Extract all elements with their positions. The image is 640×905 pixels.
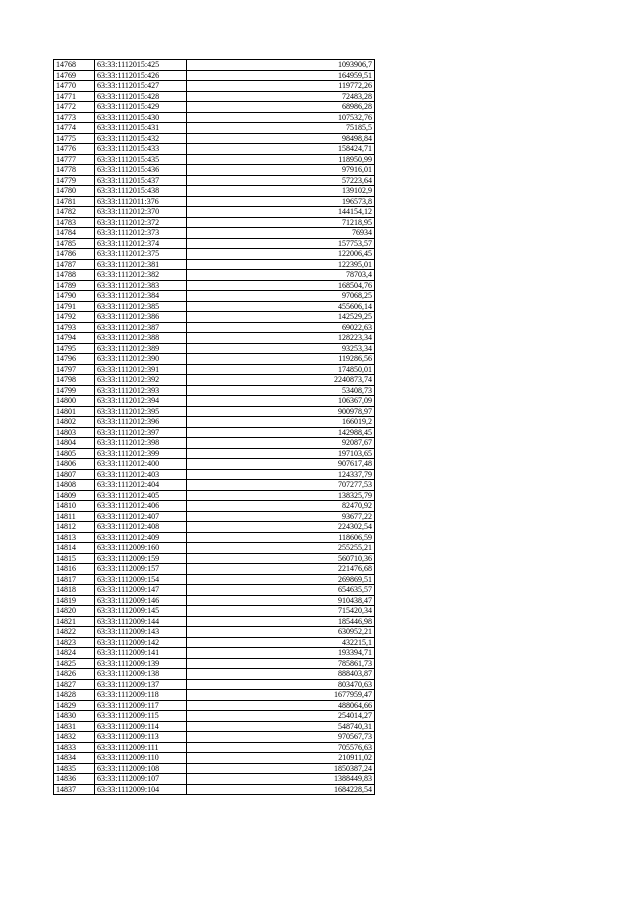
table-row <box>54 123 375 134</box>
table-row <box>54 312 375 323</box>
row-number-cell: 14776 <box>54 144 95 155</box>
cadastral-number-cell: 63:33:1112012:384 <box>95 291 187 302</box>
value-cell: 122006,45 <box>187 249 375 260</box>
table-row <box>54 742 375 753</box>
value-cell: 715420,34 <box>187 606 375 617</box>
table-row <box>54 595 375 606</box>
table-row <box>54 217 375 228</box>
cadastral-number-cell: 63:33:1112012:407 <box>95 511 187 522</box>
row-number-cell: 14828 <box>54 690 95 701</box>
cadastral-number-cell: 63:33:1112009:115 <box>95 711 187 722</box>
row-number-cell: 14782 <box>54 207 95 218</box>
row-number-cell: 14818 <box>54 585 95 596</box>
table-row <box>54 700 375 711</box>
table-row <box>54 301 375 312</box>
row-number-cell: 14809 <box>54 490 95 501</box>
cadastral-number-cell: 63:33:1112015:426 <box>95 70 187 81</box>
value-cell: 705576,63 <box>187 742 375 753</box>
table-row <box>54 343 375 354</box>
table-row <box>54 732 375 743</box>
cadastral-number-cell: 63:33:1112015:438 <box>95 186 187 197</box>
value-cell: 548740,31 <box>187 721 375 732</box>
cadastral-number-cell: 63:33:1112009:137 <box>95 679 187 690</box>
cadastral-number-cell: 63:33:1112012:409 <box>95 532 187 543</box>
row-number-cell: 14789 <box>54 280 95 291</box>
row-number-cell: 14807 <box>54 469 95 480</box>
value-cell: 197103,65 <box>187 448 375 459</box>
row-number-cell: 14797 <box>54 364 95 375</box>
cadastral-number-cell: 63:33:1112009:146 <box>95 595 187 606</box>
row-number-cell: 14837 <box>54 784 95 795</box>
row-number-cell: 14810 <box>54 501 95 512</box>
cadastral-number-cell: 63:33:1112012:396 <box>95 417 187 428</box>
cadastral-number-cell: 63:33:1112011:376 <box>95 196 187 207</box>
row-number-cell: 14815 <box>54 553 95 564</box>
value-cell: 93253,34 <box>187 343 375 354</box>
cadastral-number-cell: 63:33:1112012:389 <box>95 343 187 354</box>
row-number-cell: 14826 <box>54 669 95 680</box>
row-number-cell: 14783 <box>54 217 95 228</box>
cadastral-number-cell: 63:33:1112012:391 <box>95 364 187 375</box>
row-number-cell: 14823 <box>54 637 95 648</box>
value-cell: 193394,71 <box>187 648 375 659</box>
row-number-cell: 14820 <box>54 606 95 617</box>
table-row <box>54 427 375 438</box>
table-row <box>54 165 375 176</box>
value-cell: 970567,73 <box>187 732 375 743</box>
row-number-cell: 14772 <box>54 102 95 113</box>
cadastral-number-cell: 63:33:1112009:118 <box>95 690 187 701</box>
table-row <box>54 606 375 617</box>
value-cell: 144154,12 <box>187 207 375 218</box>
cadastral-number-cell: 63:33:1112015:425 <box>95 60 187 71</box>
cadastral-number-cell: 63:33:1112012:382 <box>95 270 187 281</box>
row-number-cell: 14836 <box>54 774 95 785</box>
cadastral-number-cell: 63:33:1112015:436 <box>95 165 187 176</box>
value-cell: 1684228,54 <box>187 784 375 795</box>
cadastral-number-cell: 63:33:1112009:144 <box>95 616 187 627</box>
table-row <box>54 690 375 701</box>
cadastral-number-cell: 63:33:1112015:435 <box>95 154 187 165</box>
value-cell: 221476,68 <box>187 564 375 575</box>
table-row <box>54 291 375 302</box>
value-cell: 53408,73 <box>187 385 375 396</box>
table-row <box>54 553 375 564</box>
row-number-cell: 14774 <box>54 123 95 134</box>
value-cell: 166019,2 <box>187 417 375 428</box>
table-row <box>54 133 375 144</box>
value-cell: 106367,09 <box>187 396 375 407</box>
cadastral-number-cell: 63:33:1112009:108 <box>95 763 187 774</box>
table-row <box>54 102 375 113</box>
cadastral-number-cell: 63:33:1112012:381 <box>95 259 187 270</box>
value-cell: 1677959,47 <box>187 690 375 701</box>
value-cell: 107532,76 <box>187 112 375 123</box>
cadastral-number-cell: 63:33:1112012:394 <box>95 396 187 407</box>
cadastral-number-cell: 63:33:1112012:370 <box>95 207 187 218</box>
table-row <box>54 207 375 218</box>
cadastral-number-cell: 63:33:1112012:403 <box>95 469 187 480</box>
value-cell: 78703,4 <box>187 270 375 281</box>
table-row <box>54 70 375 81</box>
value-cell: 119772,26 <box>187 81 375 92</box>
row-number-cell: 14803 <box>54 427 95 438</box>
row-number-cell: 14829 <box>54 700 95 711</box>
row-number-cell: 14806 <box>54 459 95 470</box>
row-number-cell: 14792 <box>54 312 95 323</box>
row-number-cell: 14787 <box>54 259 95 270</box>
row-number-cell: 14790 <box>54 291 95 302</box>
row-number-cell: 14785 <box>54 238 95 249</box>
cadastral-number-cell: 63:33:1112012:399 <box>95 448 187 459</box>
table-row <box>54 259 375 270</box>
row-number-cell: 14830 <box>54 711 95 722</box>
value-cell: 269869,51 <box>187 574 375 585</box>
value-cell: 138325,79 <box>187 490 375 501</box>
cadastral-number-cell: 63:33:1112015:428 <box>95 91 187 102</box>
cadastral-number-cell: 63:33:1112012:395 <box>95 406 187 417</box>
cadastral-number-cell: 63:33:1112012:400 <box>95 459 187 470</box>
table-row <box>54 112 375 123</box>
cadastral-number-cell: 63:33:1112009:104 <box>95 784 187 795</box>
table-row <box>54 679 375 690</box>
value-cell: 118606,59 <box>187 532 375 543</box>
cadastral-number-cell: 63:33:1112009:110 <box>95 753 187 764</box>
row-number-cell: 14824 <box>54 648 95 659</box>
row-number-cell: 14833 <box>54 742 95 753</box>
cadastral-number-cell: 63:33:1112015:427 <box>95 81 187 92</box>
table-row <box>54 81 375 92</box>
value-cell: 2240873,74 <box>187 375 375 386</box>
table-row <box>54 774 375 785</box>
cadastral-number-cell: 63:33:1112012:404 <box>95 480 187 491</box>
value-cell: 1388449,83 <box>187 774 375 785</box>
value-cell: 75185,5 <box>187 123 375 134</box>
cadastral-number-cell: 63:33:1112009:147 <box>95 585 187 596</box>
cadastral-number-cell: 63:33:1112015:437 <box>95 175 187 186</box>
value-cell: 785861,73 <box>187 658 375 669</box>
value-cell: 196573,8 <box>187 196 375 207</box>
value-cell: 72483,28 <box>187 91 375 102</box>
value-cell: 98498,84 <box>187 133 375 144</box>
row-number-cell: 14834 <box>54 753 95 764</box>
table-row <box>54 637 375 648</box>
table-row <box>54 144 375 155</box>
row-number-cell: 14811 <box>54 511 95 522</box>
row-number-cell: 14808 <box>54 480 95 491</box>
table-row <box>54 448 375 459</box>
cadastral-number-cell: 63:33:1112012:375 <box>95 249 187 260</box>
row-number-cell: 14801 <box>54 406 95 417</box>
table-row <box>54 564 375 575</box>
row-number-cell: 14799 <box>54 385 95 396</box>
cadastral-number-cell: 63:33:1112012:397 <box>95 427 187 438</box>
table-row <box>54 616 375 627</box>
row-number-cell: 14795 <box>54 343 95 354</box>
row-number-cell: 14769 <box>54 70 95 81</box>
row-number-cell: 14827 <box>54 679 95 690</box>
table-row <box>54 186 375 197</box>
value-cell: 455606,14 <box>187 301 375 312</box>
value-cell: 76934 <box>187 228 375 239</box>
cadastral-number-cell: 63:33:1112012:374 <box>95 238 187 249</box>
value-cell: 128223,34 <box>187 333 375 344</box>
value-cell: 82470,92 <box>187 501 375 512</box>
cadastral-number-cell: 63:33:1112015:431 <box>95 123 187 134</box>
cadastral-number-cell: 63:33:1112009:117 <box>95 700 187 711</box>
row-number-cell: 14821 <box>54 616 95 627</box>
cadastral-number-cell: 63:33:1112009:113 <box>95 732 187 743</box>
table-row <box>54 459 375 470</box>
table-row <box>54 322 375 333</box>
value-cell: 803470,63 <box>187 679 375 690</box>
table-row <box>54 385 375 396</box>
table-row <box>54 753 375 764</box>
value-cell: 142529,25 <box>187 312 375 323</box>
cadastral-number-cell: 63:33:1112012:393 <box>95 385 187 396</box>
value-cell: 157753,57 <box>187 238 375 249</box>
row-number-cell: 14800 <box>54 396 95 407</box>
table-row <box>54 543 375 554</box>
row-number-cell: 14813 <box>54 532 95 543</box>
row-number-cell: 14770 <box>54 81 95 92</box>
row-number-cell: 14819 <box>54 595 95 606</box>
cadastral-number-cell: 63:33:1112012:388 <box>95 333 187 344</box>
row-number-cell: 14802 <box>54 417 95 428</box>
document-sheet <box>53 59 375 795</box>
value-cell: 1850387,24 <box>187 763 375 774</box>
row-number-cell: 14791 <box>54 301 95 312</box>
cadastral-number-cell: 63:33:1112012:398 <box>95 438 187 449</box>
cadastral-number-cell: 63:33:1112012:390 <box>95 354 187 365</box>
value-cell: 630952,21 <box>187 627 375 638</box>
value-cell: 560710,36 <box>187 553 375 564</box>
table-row <box>54 784 375 795</box>
value-cell: 118950,99 <box>187 154 375 165</box>
row-number-cell: 14784 <box>54 228 95 239</box>
row-number-cell: 14805 <box>54 448 95 459</box>
table-row <box>54 469 375 480</box>
table-row <box>54 280 375 291</box>
cadastral-number-cell: 63:33:1112009:141 <box>95 648 187 659</box>
row-number-cell: 14832 <box>54 732 95 743</box>
cadastral-number-cell: 63:33:1112012:405 <box>95 490 187 501</box>
table-row <box>54 175 375 186</box>
value-cell: 432215,1 <box>187 637 375 648</box>
table-row <box>54 658 375 669</box>
row-number-cell: 14778 <box>54 165 95 176</box>
cadastral-number-cell: 63:33:1112012:408 <box>95 522 187 533</box>
row-number-cell: 14804 <box>54 438 95 449</box>
table-row <box>54 711 375 722</box>
cadastral-number-cell: 63:33:1112009:111 <box>95 742 187 753</box>
cadastral-number-cell: 63:33:1112012:386 <box>95 312 187 323</box>
cadastral-number-cell: 63:33:1112009:139 <box>95 658 187 669</box>
table-row <box>54 91 375 102</box>
value-cell: 185446,98 <box>187 616 375 627</box>
cadastral-number-cell: 63:33:1112012:385 <box>95 301 187 312</box>
table-row <box>54 669 375 680</box>
table-row <box>54 270 375 281</box>
row-number-cell: 14775 <box>54 133 95 144</box>
cadastral-number-cell: 63:33:1112009:154 <box>95 574 187 585</box>
value-cell: 57223,64 <box>187 175 375 186</box>
row-number-cell: 14786 <box>54 249 95 260</box>
row-number-cell: 14780 <box>54 186 95 197</box>
cadastral-number-cell: 63:33:1112009:138 <box>95 669 187 680</box>
cadastral-number-cell: 63:33:1112009:145 <box>95 606 187 617</box>
table-row <box>54 228 375 239</box>
cadastral-number-cell: 63:33:1112012:373 <box>95 228 187 239</box>
table-row <box>54 196 375 207</box>
table-row <box>54 406 375 417</box>
value-cell: 164959,51 <box>187 70 375 81</box>
table-row <box>54 375 375 386</box>
row-number-cell: 14777 <box>54 154 95 165</box>
value-cell: 122395,01 <box>187 259 375 270</box>
table-row <box>54 480 375 491</box>
table-row <box>54 627 375 638</box>
table-row <box>54 154 375 165</box>
row-number-cell: 14825 <box>54 658 95 669</box>
cadastral-number-cell: 63:33:1112009:143 <box>95 627 187 638</box>
table-row <box>54 511 375 522</box>
value-cell: 910438,47 <box>187 595 375 606</box>
value-cell: 119286,56 <box>187 354 375 365</box>
row-number-cell: 14794 <box>54 333 95 344</box>
cadastral-number-cell: 63:33:1112009:142 <box>95 637 187 648</box>
row-number-cell: 14822 <box>54 627 95 638</box>
table-row <box>54 364 375 375</box>
table-row <box>54 438 375 449</box>
value-cell: 68986,28 <box>187 102 375 113</box>
row-number-cell: 14798 <box>54 375 95 386</box>
value-cell: 707277,53 <box>187 480 375 491</box>
table-row <box>54 60 375 71</box>
cadastral-number-cell: 63:33:1112015:432 <box>95 133 187 144</box>
table-row <box>54 574 375 585</box>
value-cell: 92087,67 <box>187 438 375 449</box>
value-cell: 254014,27 <box>187 711 375 722</box>
cadastral-number-cell: 63:33:1112009:159 <box>95 553 187 564</box>
table-body <box>54 60 375 795</box>
table-row <box>54 238 375 249</box>
value-cell: 142988,45 <box>187 427 375 438</box>
table-row <box>54 721 375 732</box>
cadastral-number-cell: 63:33:1112012:387 <box>95 322 187 333</box>
value-cell: 174850,01 <box>187 364 375 375</box>
value-cell: 210911,02 <box>187 753 375 764</box>
row-number-cell: 14773 <box>54 112 95 123</box>
table-row <box>54 501 375 512</box>
value-cell: 907617,48 <box>187 459 375 470</box>
cadastral-number-cell: 63:33:1112009:160 <box>95 543 187 554</box>
cadastral-number-cell: 63:33:1112015:430 <box>95 112 187 123</box>
table-row <box>54 249 375 260</box>
cadastral-number-cell: 63:33:1112015:433 <box>95 144 187 155</box>
cadastral-number-cell: 63:33:1112009:157 <box>95 564 187 575</box>
table-row <box>54 763 375 774</box>
cadastral-number-cell: 63:33:1112009:114 <box>95 721 187 732</box>
value-cell: 69022,63 <box>187 322 375 333</box>
row-number-cell: 14779 <box>54 175 95 186</box>
row-number-cell: 14771 <box>54 91 95 102</box>
cadastral-number-cell: 63:33:1112012:406 <box>95 501 187 512</box>
cadastral-number-cell: 63:33:1112009:107 <box>95 774 187 785</box>
table-row <box>54 522 375 533</box>
row-number-cell: 14831 <box>54 721 95 732</box>
row-number-cell: 14812 <box>54 522 95 533</box>
value-cell: 888403,87 <box>187 669 375 680</box>
value-cell: 488064,66 <box>187 700 375 711</box>
cadastral-number-cell: 63:33:1112015:429 <box>95 102 187 113</box>
cadastral-number-cell: 63:33:1112012:392 <box>95 375 187 386</box>
table-row <box>54 417 375 428</box>
cadastral-number-cell: 63:33:1112012:383 <box>95 280 187 291</box>
row-number-cell: 14814 <box>54 543 95 554</box>
value-cell: 1093906,7 <box>187 60 375 71</box>
value-cell: 900978,97 <box>187 406 375 417</box>
value-cell: 93677,22 <box>187 511 375 522</box>
table-row <box>54 354 375 365</box>
table-row <box>54 333 375 344</box>
table-row <box>54 396 375 407</box>
row-number-cell: 14817 <box>54 574 95 585</box>
value-cell: 654635,57 <box>187 585 375 596</box>
value-cell: 97916,01 <box>187 165 375 176</box>
value-cell: 124337,79 <box>187 469 375 480</box>
row-number-cell: 14835 <box>54 763 95 774</box>
table-row <box>54 532 375 543</box>
row-number-cell: 14781 <box>54 196 95 207</box>
row-number-cell: 14816 <box>54 564 95 575</box>
value-cell: 97068,25 <box>187 291 375 302</box>
row-number-cell: 14796 <box>54 354 95 365</box>
value-cell: 71218,95 <box>187 217 375 228</box>
value-cell: 168504,76 <box>187 280 375 291</box>
table-row <box>54 648 375 659</box>
value-cell: 158424,71 <box>187 144 375 155</box>
row-number-cell: 14788 <box>54 270 95 281</box>
table-row <box>54 490 375 501</box>
value-cell: 224302,54 <box>187 522 375 533</box>
cadastral-value-table <box>53 59 375 795</box>
row-number-cell: 14793 <box>54 322 95 333</box>
value-cell: 255255,21 <box>187 543 375 554</box>
row-number-cell: 14768 <box>54 60 95 71</box>
value-cell: 139102,9 <box>187 186 375 197</box>
table-row <box>54 585 375 596</box>
cadastral-number-cell: 63:33:1112012:372 <box>95 217 187 228</box>
